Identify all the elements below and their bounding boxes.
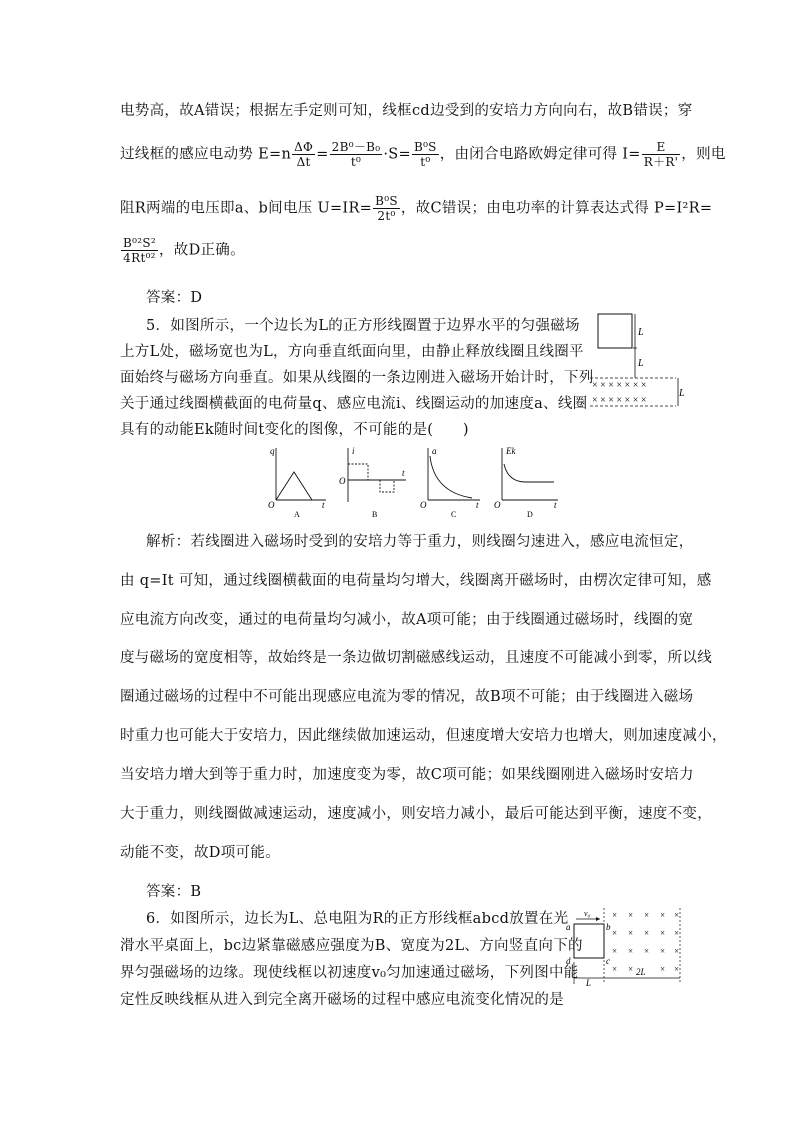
fraction-b-over-t: $\frac{\text{2B⁰－B₀}}{\text{t⁰}}$ <box>331 140 381 169</box>
fraction-power: $\frac{\text{B⁰²S²}}{\text{4Rt⁰²}}$ <box>123 236 156 265</box>
answer-b: 答案：B <box>146 884 202 900</box>
para1-line2: 过线框的感应电动势 E=n $\frac{\Delta\Phi}{\Delta t}$ = $\frac{\text{2B⁰－B₀}}{\text{t⁰}}$ ·S= $\frac{\text{B⁰S}}{\text{t⁰}}$ ，由闭合电路欧姆定律可得 I= $\frac{E}{R+R'}$ ，则电 <box>120 140 726 169</box>
svg-text:×: × <box>674 928 680 938</box>
label-a: a <box>566 922 571 932</box>
label-l-3: L <box>679 388 685 399</box>
fraction-bs-over-t: $\frac{\text{B⁰S}}{\text{t⁰}}$ <box>413 140 437 169</box>
svg-text:×: × <box>660 928 666 938</box>
graph-a-xlabel: t <box>322 500 325 510</box>
label-l-2: L <box>638 358 644 369</box>
frame-field-diagram <box>560 906 688 988</box>
para1-line3: 阻R两端的电压即a、b间电压 U=IR= $\frac{\text{B⁰S}}{\text{2t⁰}}$ ，故C错误；由电功率的计算表达式得 P=I²R= <box>120 194 713 223</box>
graph-b <box>339 446 406 518</box>
graph-b-ylabel: i <box>352 446 355 456</box>
svg-text:×: × <box>628 928 634 938</box>
svg-text:×: × <box>674 964 680 974</box>
label-field-2l: 2L <box>636 967 646 977</box>
graph-c <box>420 446 480 518</box>
q6-line2: 滑水平桌面上，bc边紧靠磁感应强度为B、宽度为2L、方向竖直向下的 <box>120 938 583 954</box>
field-crosses <box>612 910 679 974</box>
crosses-row-1: × × × × × × × <box>592 380 647 391</box>
sol5-line7: 当安培力增大到等于重力时，加速度变为零，故C项可能；如果线圈刚进入磁场时安培力 <box>120 767 694 783</box>
svg-text:×: × <box>644 928 650 938</box>
graph-a-name: A <box>294 510 300 518</box>
q5-line5: 具有的动能Ek随时间t变化的图像，不可能的是( ) <box>120 422 469 438</box>
q6-line3: 界匀强磁场的边缘。现使线框以初速度v₀匀加速通过磁场，下列图中能 <box>120 965 579 981</box>
label-c: c <box>606 956 610 966</box>
svg-text:×: × <box>660 910 666 920</box>
sol5-line5: 圈通过磁场的过程中不可能出现感应电流为零的情况，故B项不可能；由于线圈进入磁场 <box>120 689 694 705</box>
graph-options-abcd <box>258 442 568 518</box>
svg-text:×: × <box>660 964 666 974</box>
sol5-line6: 时重力也可能大于安培力，因此继续做加速运动，但速度增大安培力也增大，则加速度减小， <box>120 728 727 744</box>
graph-d-ylabel: Ek <box>506 446 516 456</box>
graph-d-origin: O <box>494 500 501 510</box>
svg-text:×: × <box>612 928 618 938</box>
svg-text:×: × <box>612 964 618 974</box>
para1-line1: 电势高，故A错误；根据左手定则可知，线框cd边受到的安培力方向向右，故B错误；穿 <box>120 103 693 119</box>
sol5-line1: 解析：若线圈进入磁场时受到的安培力等于重力，则线圈匀速进入，感应电流恒定， <box>146 534 694 550</box>
sol5-line9: 动能不变，故D项可能。 <box>120 845 280 861</box>
label-b: b <box>606 922 611 932</box>
graph-c-origin: O <box>420 500 427 510</box>
q5-line3: 面始终与磁场方向垂直。如果从线圈的一条边刚进入磁场开始计时，下列 <box>120 370 594 386</box>
crosses-row-2: × × × × × × × <box>592 395 647 406</box>
q5-line1: 5．如图所示，一个边长为L的正方形线圈置于边界水平的匀强磁场 <box>146 318 580 334</box>
label-v0: v₀ <box>584 909 591 918</box>
para1-line4: $\frac{\text{B⁰²S²}}{\text{4Rt⁰²}}$ ，故D正确。 <box>123 236 245 265</box>
graph-d-xlabel: t <box>554 500 557 510</box>
graph-a-ylabel: q <box>270 446 275 456</box>
sol5-line2: 由 q=It 可知，通过线圈横截面的电荷量均匀增大，线圈离开磁场时，由楞次定律可知，感 <box>120 573 712 589</box>
answer-d: 答案：D <box>146 290 203 306</box>
svg-text:×: × <box>674 946 680 956</box>
q6-line4: 定性反映线框从进入到完全离开磁场的过程中感应电流变化情况的是 <box>120 992 564 1008</box>
graph-d <box>494 446 558 518</box>
graph-c-xlabel: t <box>476 500 479 510</box>
graph-c-name: C <box>451 510 457 518</box>
q5-line4: 关于通过线圈横截面的电荷量q、感应电流i、线圈运动的加速度a、线圈 <box>120 396 588 412</box>
label-d: d <box>566 956 571 966</box>
sol5-line8: 大于重力，则线圈做减速运动，速度减小，则安培力减小，最后可能达到平衡，速度不变， <box>120 806 712 822</box>
fraction-e-over-r: $\frac{E}{R+R'}$ <box>643 140 679 169</box>
svg-text:×: × <box>628 964 634 974</box>
svg-text:×: × <box>612 946 618 956</box>
graph-c-ylabel: a <box>432 446 437 456</box>
svg-text:×: × <box>628 946 634 956</box>
graph-b-xlabel: t <box>402 468 405 478</box>
graph-b-name: B <box>372 510 378 518</box>
fraction-dphi-dt: $\frac{\Delta\Phi}{\Delta t}$ <box>294 140 314 169</box>
sol5-line4: 度与磁场的宽度相等，故始终是一条边做切割磁感线运动，且速度不可能减小到零，所以线 <box>120 650 712 666</box>
graph-b-origin: O <box>339 476 346 486</box>
svg-text:×: × <box>644 910 650 920</box>
svg-text:×: × <box>674 910 680 920</box>
graph-d-name: D <box>527 510 533 518</box>
graph-a-origin: O <box>268 500 275 510</box>
q6-line1: 6．如图所示，边长为L、总电阻为R的正方形线框abcd放置在光 <box>146 911 569 927</box>
svg-text:×: × <box>660 946 666 956</box>
graph-a <box>268 446 326 518</box>
label-frame-l: L <box>586 978 592 988</box>
label-l-1: L <box>638 327 644 338</box>
svg-text:×: × <box>628 910 634 920</box>
svg-text:×: × <box>644 946 650 956</box>
coil-field-diagram <box>590 308 686 412</box>
q5-line2: 上方L处，磁场宽也为L，方向垂直纸面向里，由静止释放线圈且线圈平 <box>120 344 584 360</box>
svg-text:×: × <box>612 910 618 920</box>
sol5-line3: 应电流方向改变，通过的电荷量均匀减小，故A项可能；由于线圈通过磁场时，线圈的宽 <box>120 612 694 628</box>
fraction-voltage: $\frac{\text{B⁰S}}{\text{2t⁰}}$ <box>375 194 398 223</box>
